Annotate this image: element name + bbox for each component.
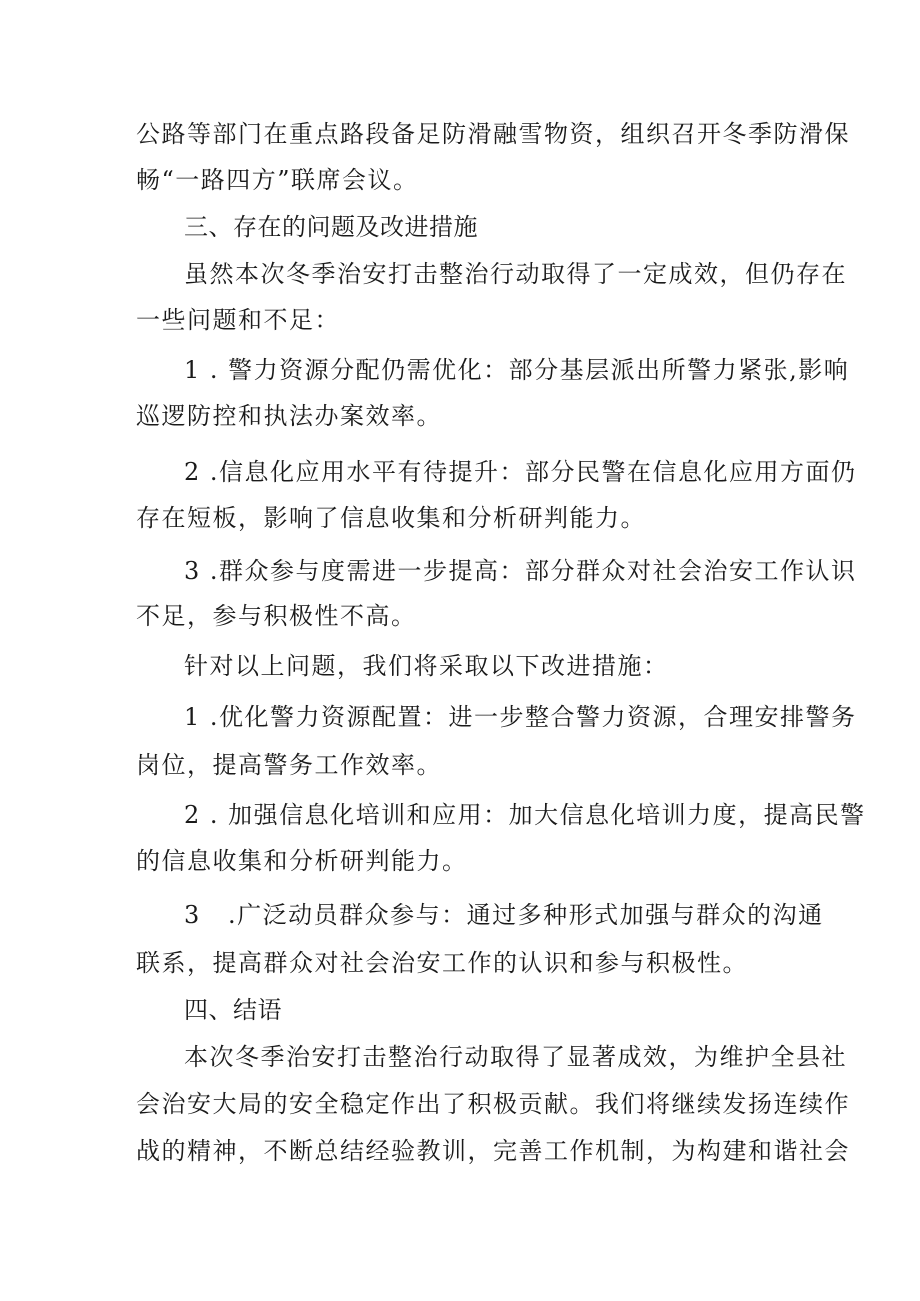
paragraph-line: 不足，参与积极性不高。 (136, 602, 417, 630)
problem-item-3: 3 .群众参与度需进一步提高：部分群众对社会治安工作认识 (184, 557, 857, 585)
paragraph-line: 会治安大局的安全稳定作出了积极贡献。我们将继续发扬连续作 (136, 1090, 850, 1118)
paragraph-line: 的信息收集和分析研判能力。 (136, 847, 468, 875)
section-heading-4: 四、结语 (184, 996, 282, 1024)
measure-item-3 (184, 900, 824, 930)
paragraph-line: 存在短板，影响了信息收集和分析研判能力。 (136, 504, 646, 532)
paragraph-line: 联系，提高群众对社会治安工作的认识和参与积极性。 (136, 949, 748, 977)
paragraph-line: 巡逻防控和执法办案效率。 (136, 402, 442, 430)
measure-item-2: 2 . 加强信息化培训和应用：加大信息化培训力度，提高民警 (184, 801, 866, 829)
measure-item-3-text: .广泛动员群众参与：通过多种形式加强与群众的沟通 (228, 901, 824, 929)
paragraph-line: 岗位，提高警务工作效率。 (136, 751, 442, 779)
paragraph-line: 虽然本次冬季治安打击整治行动取得了一定成效，但仍存在 (184, 260, 847, 288)
problem-item-1: 1 . 警力资源分配仍需优化：部分基层派出所警力紧张,影响 (184, 356, 850, 384)
paragraph-line: 畅“一路四方”联席会议。 (136, 166, 419, 194)
section-heading-3: 三、存在的问题及改进措施 (184, 213, 478, 241)
measure-item-3-number: 3 (184, 901, 201, 929)
paragraph-line: 战的精神，不断总结经验教训，完善工作机制，为构建和谐社会 (136, 1137, 850, 1165)
measure-item-1: 1 .优化警力资源配置：进一步整合警力资源，合理安排警务 (184, 703, 857, 731)
paragraph-line: 针对以上问题，我们将采取以下改进措施： (184, 652, 669, 680)
paragraph-line: 一些问题和不足： (136, 306, 340, 334)
problem-item-2: 2 .信息化应用水平有待提升：部分民警在信息化应用方面仍 (184, 458, 857, 486)
paragraph-line: 公路等部门在重点路段备足防滑融雪物资，组织召开冬季防滑保 (136, 120, 850, 148)
paragraph-line: 本次冬季治安打击整治行动取得了显著成效，为维护全县社 (184, 1043, 847, 1071)
